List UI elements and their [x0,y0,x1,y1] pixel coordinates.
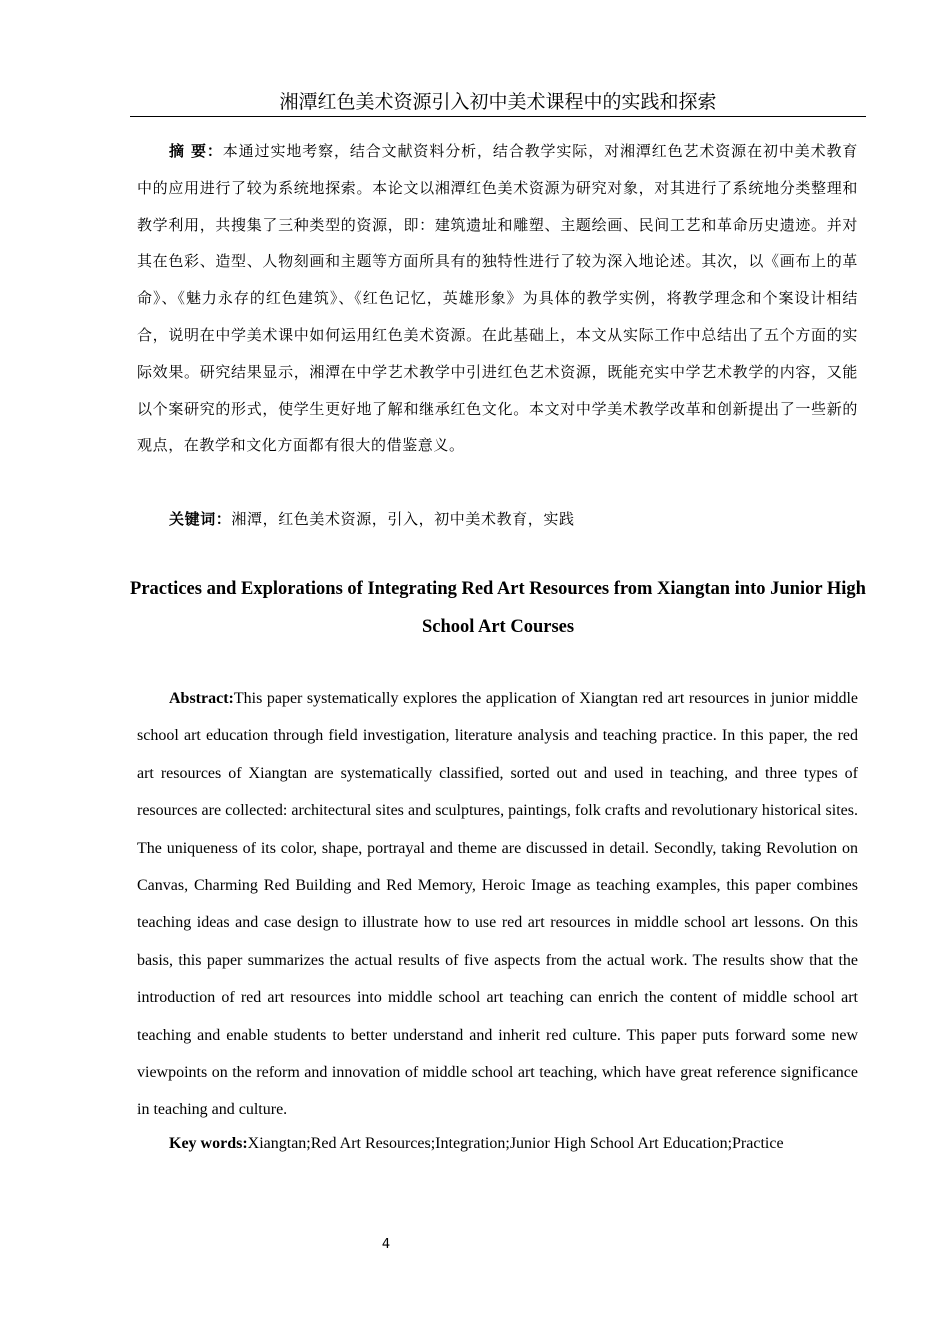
english-title: Practices and Explorations of Integrating Red Art Resources from Xiangtan into Junior High School Art Courses [130,579,866,637]
english-abstract [137,680,858,1129]
running-header-title: 湘潭红色美术资源引入初中美术课程中的实践和探索 [279,91,717,113]
chinese-abstract-label: 摘 要： [169,142,223,160]
english-keywords [137,1130,858,1158]
chinese-keywords [137,505,858,533]
page-number: 4 [381,1237,391,1252]
english-keywords-text: Xiangtan;Red Art Resources;Integration;Junior High School Art Education;Practice [247,1135,784,1152]
chinese-abstract [137,133,858,464]
chinese-abstract-text: 本通过实地考察，结合文献资料分析，结合教学实际，对湘潭红色艺术资源在初中美术教育中的应用进行了较为系统地探索。本论文以湘潭红色美术资源为研究对象，对其进行了系统地分类整理和教学利用，共搜集了三种类型的资源，即：建筑遗址和雕塑、主题绘画、民间工艺和革命历史遗迹。并对其在色彩、造型、人物刻画和主题等方面所具有的独特性进行了较为深入地论述。其次，以《画布上的革命》、《魅力永存的红色建筑》、《红色记忆，英雄形象》为具体的教学实例，将教学理念和个案设计相结合，说明在中学美术课中如何运用红色美术资源。在此基础上，本文从实际工作中总结出了五个方面的实际效果。研究结果显示，湘潭在中学艺术教学中引进红色艺术资源，既能充实中学艺术教学的内容，又能以个案研究的形式，使学生更好地了解和继承红色文化。本文对中学美术教学改革和创新提出了一些新的观点，在教学和文化方面都有很大的借鉴意义。 [137,142,858,455]
chinese-keywords-text: 湘潭，红色美术资源，引入，初中美术教育，实践 [231,510,575,528]
header-rule [130,116,866,117]
chinese-keywords-label: 关键词： [169,510,232,528]
english-keywords-label: Key words: [169,1135,248,1152]
english-abstract-text: This paper systematically explores the application of Xiangtan red art resources in junior middle school art education through field investigation, literature analysis and teaching practice. In this paper, the red art resources of Xiangtan are systematically classified, sorted out and used in teaching, and three types of resources are collected: architectural sites and sculptures, paintings, folk crafts and revolutionary historical sites. The uniqueness of its color, shape, portrayal and theme are discussed in detail. Secondly, taking Revolution on Canvas, Charming Red Building and Red Memory, Heroic Image as teaching examples, this paper combines teaching ideas and case design to illustrate how to use red art resources in middle school art lessons. On this basis, this paper summarizes the actual results of five aspects from the actual work. The results show that the introduction of red art resources into middle school art teaching can enrich the content of middle school art teaching and enable students to better understand and inherit red culture. This paper puts forward some new viewpoints on the reform and innovation of middle school art teaching, which have great reference significance in teaching and culture. [137,690,858,1119]
english-abstract-label: Abstract: [169,690,234,707]
